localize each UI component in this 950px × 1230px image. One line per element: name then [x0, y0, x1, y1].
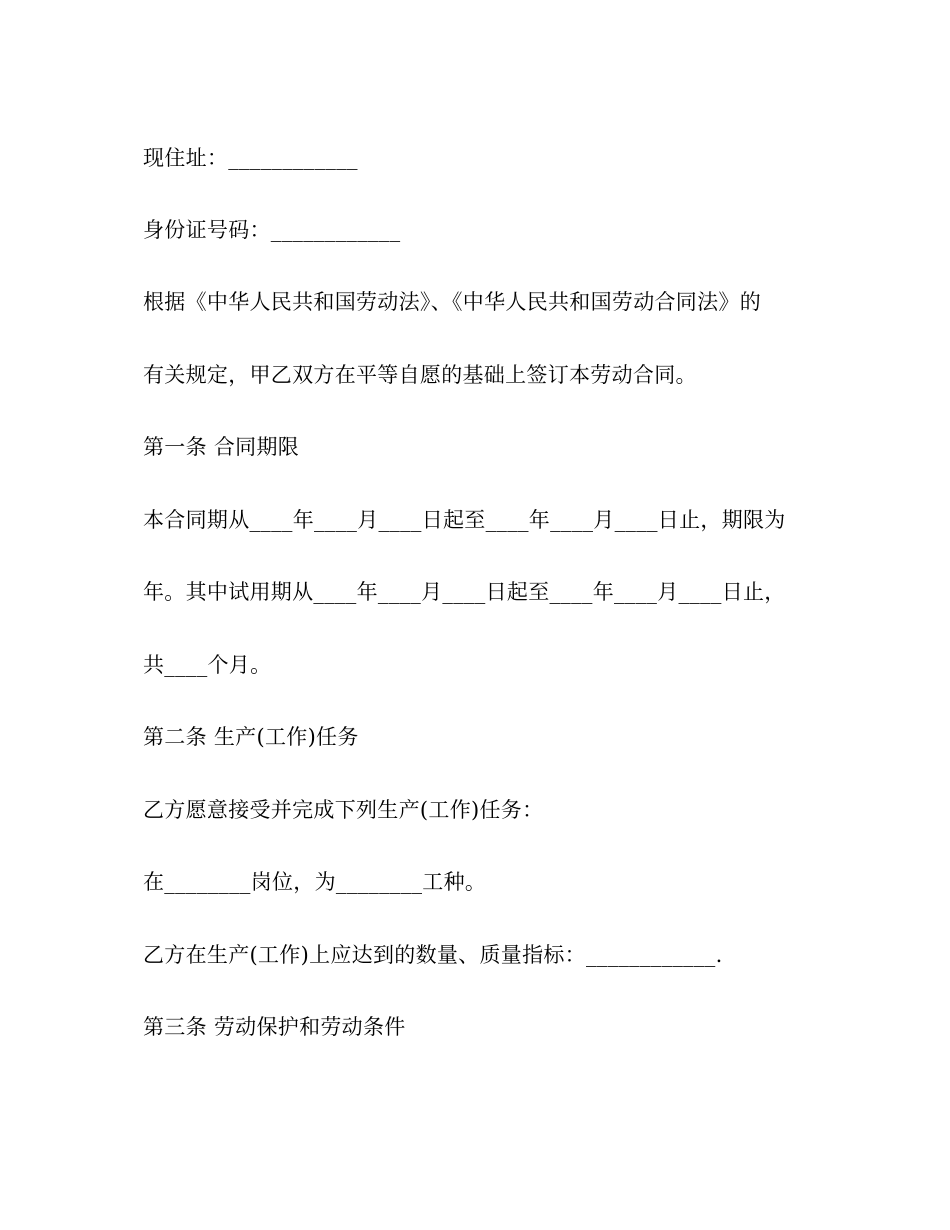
id-number-field-line: 身份证号码：____________ [143, 218, 401, 242]
contract-term-line-1: 本合同期从____年____月____日起至____年____月____日止，期限为 [143, 508, 786, 532]
quality-target-line: 乙方在生产(工作)上应达到的数量、质量指标：____________. [143, 943, 723, 967]
work-task-intro: 乙方愿意接受并完成下列生产(工作)任务： [143, 798, 544, 822]
contract-term-line-2: 年。其中试用期从____年____月____日起至____年____月____日止， [143, 580, 786, 604]
article-1-heading: 第一条 合同期限 [143, 435, 300, 459]
legal-basis-paragraph-line-1: 根据《中华人民共和国劳动法》、《中华人民共和国劳动合同法》的 [143, 290, 761, 314]
position-field-line: 在________岗位，为________工种。 [143, 870, 487, 894]
article-3-heading: 第三条 劳动保护和劳动条件 [143, 1015, 406, 1039]
article-2-heading: 第二条 生产(工作)任务 [143, 725, 359, 749]
contract-term-line-3: 共____个月。 [143, 653, 272, 677]
address-field-line: 现住址：____________ [143, 146, 358, 170]
legal-basis-paragraph-line-2: 有关规定，甲乙双方在平等自愿的基础上签订本劳动合同。 [143, 363, 697, 387]
